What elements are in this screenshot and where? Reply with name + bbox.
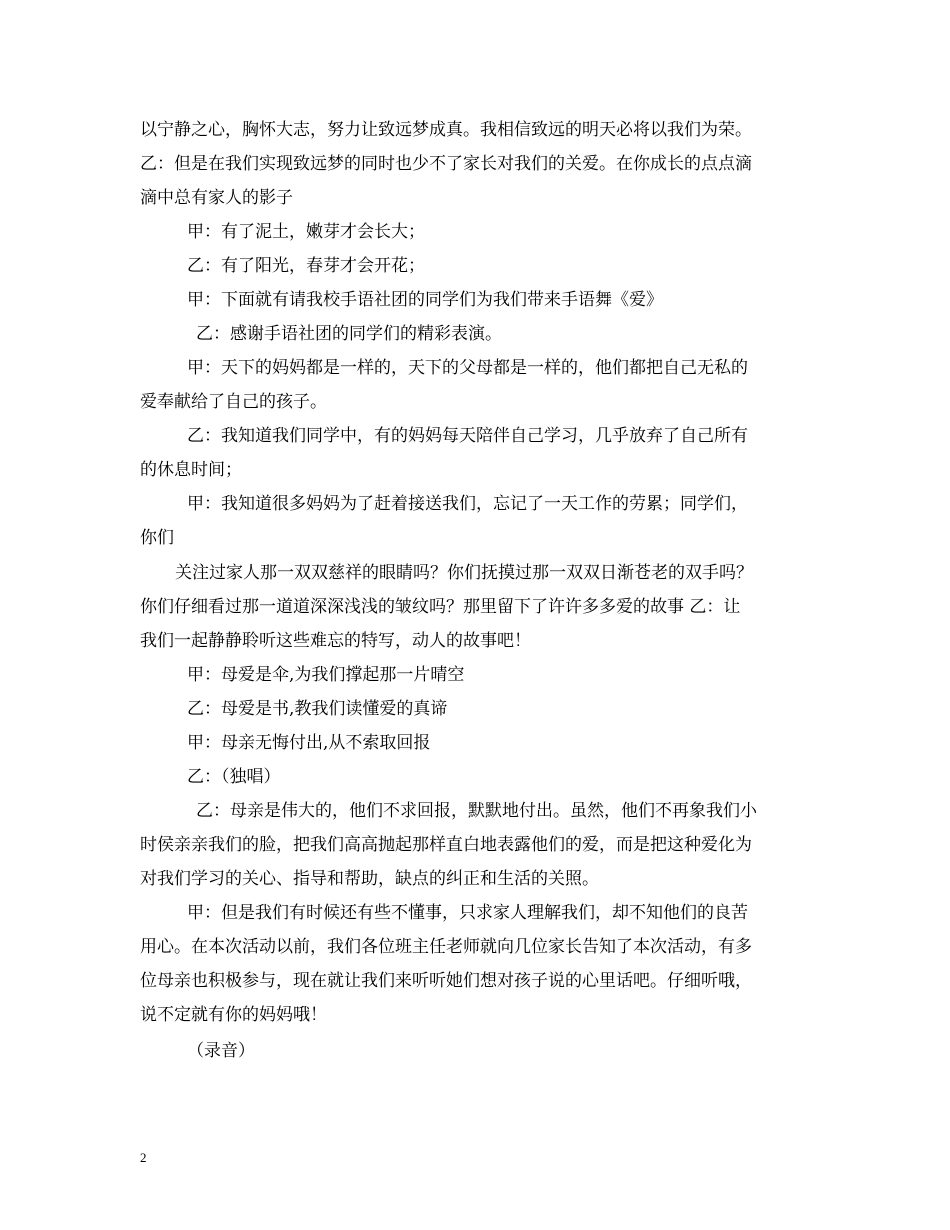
text-line-24: 甲：但是我们有时候还有些不懂事，只求家人理解我们，却不知他们的良苦 (187, 903, 748, 923)
text-line-23: 对我们学习的关心、指导和帮助，缺点的纠正和生活的关照。 (140, 869, 599, 889)
text-line-20: 乙：（独唱） (187, 767, 281, 787)
page-number: 2 (140, 1150, 147, 1165)
text-line-28: （录音） (187, 1041, 255, 1061)
text-line-22: 时侯亲亲我们的脸，把我们高高抛起那样直白地表露他们的爱，而是把这种爱化为 (140, 835, 752, 855)
text-line-14: 关注过家人那一双双慈祥的眼睛吗？你们抚摸过那一双双日渐苍老的双手吗？ (175, 563, 753, 583)
text-line-13: 你们 (140, 528, 174, 548)
text-line-9: 爱奉献给了自己的孩子。 (140, 392, 327, 412)
text-line-7: 乙：感谢手语社团的同学们的精彩表演。 (196, 324, 502, 344)
text-line-17: 甲：母爱是伞,为我们撑起那一片晴空 (187, 665, 465, 685)
text-line-4: 甲：有了泥土，嫩芽才会长大； (187, 222, 425, 242)
text-line-2: 乙：但是在我们实现致远梦的同时也少不了家长对我们的关爱。在你成长的点点滴 (140, 154, 752, 174)
text-line-11: 的休息时间； (140, 460, 242, 480)
text-line-19: 甲：母亲无悔付出,从不索取回报 (187, 733, 431, 753)
text-line-3: 滴中总有家人的影子 (140, 188, 293, 208)
text-line-8: 甲：天下的妈妈都是一样的，天下的父母都是一样的，他们都把自己无私的 (187, 358, 748, 378)
text-line-21: 乙：母亲是伟大的，他们不求回报，默默地付出。虽然，他们不再象我们小 (196, 801, 757, 821)
text-line-5: 乙：有了阳光，春芽才会开花； (187, 256, 425, 276)
text-line-10: 乙：我知道我们同学中，有的妈妈每天陪伴自己学习，几乎放弃了自己所有 (187, 426, 748, 446)
text-line-25: 用心。在本次活动以前，我们各位班主任老师就向几位家长告知了本次活动，有多 (140, 937, 752, 957)
text-line-6: 甲：下面就有请我校手语社团的同学们为我们带来手语舞《爱》 (187, 290, 663, 310)
text-line-12: 甲：我知道很多妈妈为了赶着接送我们，忘记了一天工作的劳累；同学们， (187, 494, 748, 514)
text-line-16: 我们一起静静聆听这些难忘的特写，动人的故事吧！ (140, 631, 531, 651)
text-line-26: 位母亲也积极参与，现在就让我们来听听她们想对孩子说的心里话吧。仔细听哦， (140, 971, 752, 991)
text-line-18: 乙：母爱是书,教我们读懂爱的真谛 (187, 699, 448, 719)
text-line-27: 说不定就有你的妈妈哦！ (140, 1005, 327, 1025)
text-line-15: 你们仔细看过那一道道深深浅浅的皱纹吗？那里留下了许许多多爱的故事 乙：让 (140, 597, 741, 617)
text-line-1: 以宁静之心，胸怀大志，努力让致远梦成真。我相信致远的明天必将以我们为荣。 (140, 120, 752, 140)
